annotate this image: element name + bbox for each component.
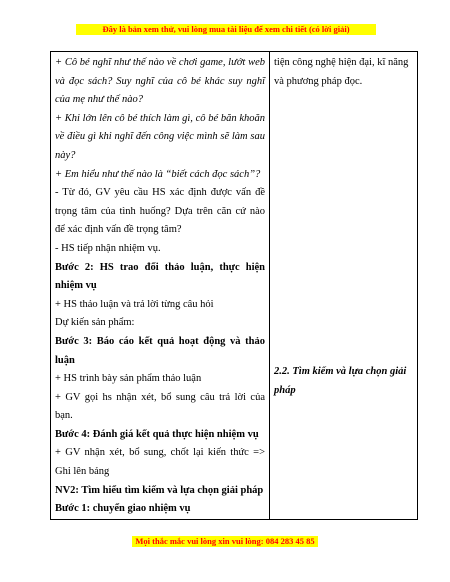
step-2-heading: Bước 2: HS trao đổi thảo luận, thực hiện nhiệm vụ (55, 261, 265, 292)
instruction-paragraph: + GV gọi hs nhận xét, bổ sung câu trả lời của bạn. (55, 391, 265, 422)
table-row (51, 52, 418, 520)
step-1-heading: Bước 1: chuyển giao nhiệm vụ (55, 503, 191, 515)
teacher-activity-cell (51, 52, 270, 520)
step-4-heading: Bước 4: Đánh giá kết quả thực hiện nhiệm vụ (55, 428, 259, 440)
cell-spacer (274, 91, 413, 363)
instruction-paragraph: + HS trình bày sản phẩm thảo luận (55, 373, 202, 385)
question-2: + Khi lớn lên cô bé thích làm gì, cô bé băn khoăn về điều gì khi nghĩ đến công việc mình sẽ làm sau này? (55, 112, 265, 161)
task-2-heading: NV2: Tìm hiểu tìm kiếm và lựa chọn giải pháp (55, 484, 264, 496)
question-1: + Cô bé nghĩ như thế nào về chơi game, lướt web và đọc sách? Suy nghĩ của cô bé khác suy nghĩ của mẹ như thế nào? (55, 57, 265, 106)
instruction-paragraph: + GV nhận xét, bổ sung, chốt lại kiến thức => Ghi lên bảng (55, 447, 265, 478)
question-3: + Em hiểu như thế nào là “biết cách đọc sách”? (55, 168, 261, 180)
instruction-paragraph: + HS thảo luận và trả lời từng câu hỏi (55, 298, 214, 310)
instruction-paragraph: - Từ đó, GV yêu cầu HS xác định được vấn đề trọng tâm của tình huống? Dựa trên căn cứ nào để xác định vấn đề trọng tâm? (55, 187, 265, 236)
section-heading: 2.2. Tìm kiếm và lựa chọn giải pháp (274, 366, 407, 396)
instruction-paragraph: Dự kiến sản phẩm: (55, 317, 135, 329)
contact-banner: Mọi thắc mắc vui lòng xin vui lòng: 084 283 45 85 (132, 536, 318, 547)
outcome-text: tiện công nghệ hiện đại, kĩ năng và phương pháp đọc. (274, 57, 409, 87)
step-3-heading: Bước 3: Báo cáo kết quả hoạt động và thảo luận (55, 335, 265, 366)
instruction-paragraph: - HS tiếp nhận nhiệm vụ. (55, 242, 161, 254)
expected-outcome-cell (270, 52, 418, 520)
preview-notice-banner: Đây là bản xem thử, vui lòng mua tài liệu để xem chi tiết (có lời giải) (76, 24, 376, 35)
lesson-plan-table (50, 51, 418, 520)
